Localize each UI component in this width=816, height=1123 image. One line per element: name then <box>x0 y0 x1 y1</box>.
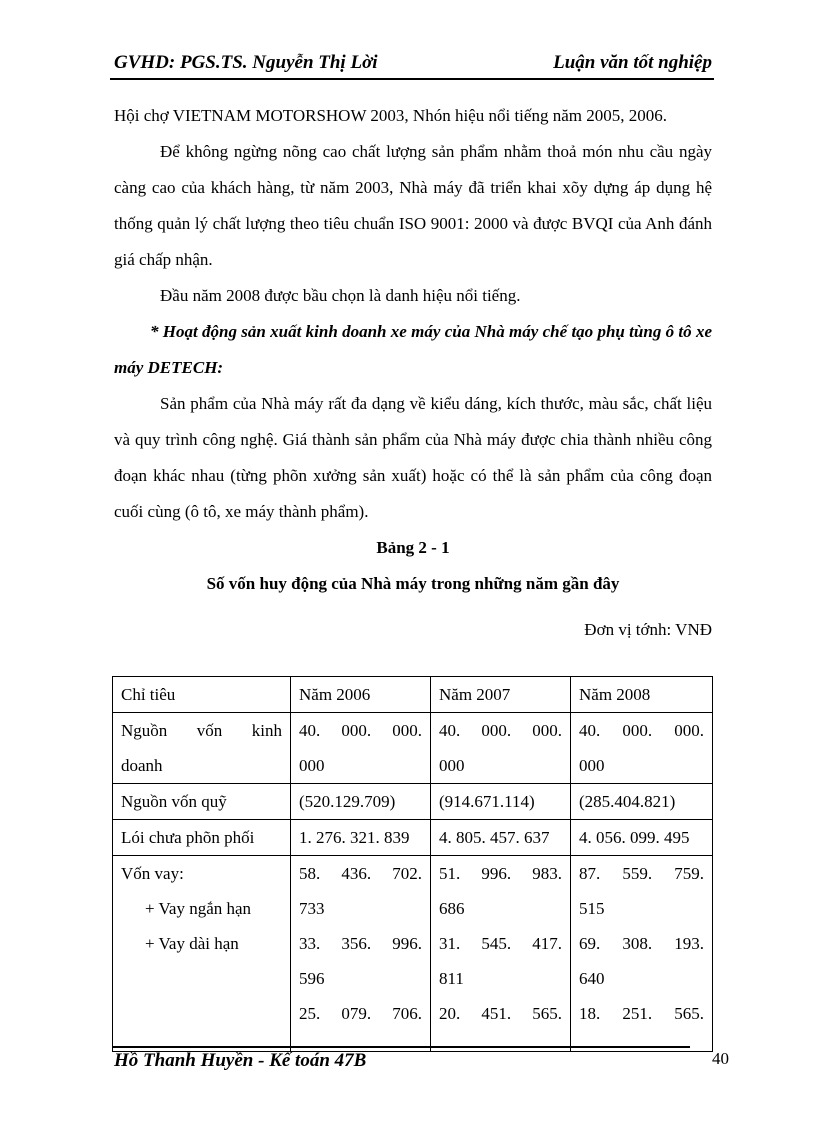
table-row <box>113 713 713 784</box>
value-part: 000 <box>579 756 605 775</box>
value-cell: (285.404.821) <box>571 784 713 820</box>
value-part: 545. <box>481 934 512 953</box>
value-cell: 4. 805. 457. 637 <box>431 820 571 856</box>
value-part: 18. <box>579 1004 601 1023</box>
header-cell: Năm 2006 <box>291 677 431 713</box>
label-word: doanh <box>121 756 163 775</box>
table-row <box>113 856 713 1052</box>
value-cell: 1. 276. 321. 839 <box>291 820 431 856</box>
value-part: 000. <box>674 721 704 740</box>
paragraph-4: Sản phẩm của Nhà máy rất đa dạng về kiểu dáng, kích thước, màu sắc, chất liệu và quy trình công nghệ. Giá thành sản phẩm của Nhà máy được chia thành nhiều công đoạn khác nhau (từng phõn xưởng sản xuất) hoặc có thể là sản phẩm của công đoạn cuối cùng (ô tô, xe máy thành phẩm). <box>114 394 712 521</box>
value-part: 996. <box>392 934 422 953</box>
table-title: Số vốn huy động của Nhà máy trong những năm gần đây <box>206 574 620 593</box>
footer-divider <box>112 1046 690 1048</box>
table-row <box>113 820 713 856</box>
value-part: 251. <box>622 1004 653 1023</box>
value-cell: (520.129.709) <box>291 784 431 820</box>
value-part: 40. <box>579 721 601 740</box>
value-part: 000. <box>481 721 512 740</box>
value-part: 596 <box>299 969 325 988</box>
value-part: 759. <box>674 864 704 883</box>
cut-off-row <box>299 1031 422 1051</box>
value-part: 87. <box>579 864 601 883</box>
value-part: 640 <box>579 969 605 988</box>
value-cell <box>291 713 431 784</box>
paragraph-1: Hội chợ VIETNAM MOTORSHOW 2003, Nhón hiệu nổi tiếng năm 2005, 2006. <box>114 106 667 125</box>
value-part: 000 <box>299 756 325 775</box>
value-part: 40. <box>299 721 321 740</box>
value-part: 25. <box>299 1004 321 1023</box>
paragraph-3: Đầu năm 2008 được bầu chọn là danh hiệu nổi tiếng. <box>160 286 521 305</box>
value-part: 515 <box>579 899 605 918</box>
header-cell: Năm 2008 <box>571 677 713 713</box>
value-part: 69. <box>579 934 601 953</box>
value-cell <box>571 713 713 784</box>
table-header-row <box>113 677 713 713</box>
value-part: 733 <box>299 899 325 918</box>
table-row <box>113 784 713 820</box>
body-text <box>114 98 712 656</box>
value-part: 702. <box>392 864 422 883</box>
value-part: 436. <box>341 864 372 883</box>
value-part: 308. <box>622 934 653 953</box>
row-label: Lói chưa phõn phối <box>113 820 291 856</box>
value-part: 686 <box>439 899 465 918</box>
row-label: Nguồn vốn quỹ <box>113 784 291 820</box>
table-number: Bảng 2 - 1 <box>376 538 450 557</box>
value-cell <box>431 713 571 784</box>
value-part: 000. <box>532 721 562 740</box>
value-part: 40. <box>439 721 461 740</box>
label-line: + Vay dài hạn <box>145 934 239 953</box>
value-part: 451. <box>481 1004 512 1023</box>
value-part: 000. <box>392 721 422 740</box>
page-number: 40 <box>712 1049 729 1068</box>
value-part: 996. <box>481 864 512 883</box>
footer-author: Hồ Thanh Huyền - Kế toán 47B <box>114 1050 367 1071</box>
value-cell <box>291 856 431 1052</box>
row-label <box>113 856 291 1052</box>
value-part: 706. <box>392 1004 422 1023</box>
paragraph-2: Để không ngừng nõng cao chất lượng sản phẩm nhằm thoả món nhu cầu ngày càng cao của khách hàng, từ năm 2003, Nhà máy đã triển khai xõy dựng áp dụng hệ thống quản lý chất lượng theo tiêu chuẩn ISO 9001: 2000 và được BVQI của Anh đánh giá chấp nhận. <box>114 142 712 269</box>
row-label <box>113 713 291 784</box>
value-cell <box>571 856 713 1052</box>
label-line: Vốn vay: <box>121 864 184 883</box>
value-part: 33. <box>299 934 321 953</box>
value-part: 31. <box>439 934 461 953</box>
value-part: 20. <box>439 1004 461 1023</box>
label-line: + Vay ngắn hạn <box>145 899 252 918</box>
header-divider <box>110 78 714 80</box>
value-part: 51. <box>439 864 461 883</box>
value-part: 811 <box>439 969 464 988</box>
capital-table <box>112 676 713 1052</box>
value-cell: 4. 056. 099. 495 <box>571 820 713 856</box>
value-part: 079. <box>341 1004 372 1023</box>
value-part: 58. <box>299 864 321 883</box>
header-advisor: GVHD: PGS.TS. Nguyễn Thị Lời <box>114 52 378 73</box>
page-header <box>114 52 712 80</box>
header-cell: Chỉ tiêu <box>113 677 291 713</box>
label-word: vốn <box>196 721 223 740</box>
section-heading: * Hoạt động sản xuất kinh doanh xe máy của Nhà máy chế tạo phụ tùng ô tô xe máy DETECH: <box>114 322 712 377</box>
value-part: 565. <box>674 1004 704 1023</box>
value-part: 417. <box>532 934 562 953</box>
value-part: 000 <box>439 756 465 775</box>
header-thesis-label: Luận văn tốt nghiệp <box>553 52 712 73</box>
value-part: 559. <box>622 864 653 883</box>
header-cell: Năm 2007 <box>431 677 571 713</box>
value-part: 565. <box>532 1004 562 1023</box>
value-part: 000. <box>341 721 372 740</box>
value-part: 356. <box>341 934 372 953</box>
table-unit: Đơn vị tớnh: VNĐ <box>584 620 712 639</box>
value-cell: (914.671.114) <box>431 784 571 820</box>
label-word: kinh <box>251 721 282 740</box>
value-part: 193. <box>674 934 704 953</box>
label-word: Nguồn <box>121 721 168 740</box>
value-part: 000. <box>622 721 653 740</box>
value-part: 983. <box>532 864 562 883</box>
value-cell <box>431 856 571 1052</box>
